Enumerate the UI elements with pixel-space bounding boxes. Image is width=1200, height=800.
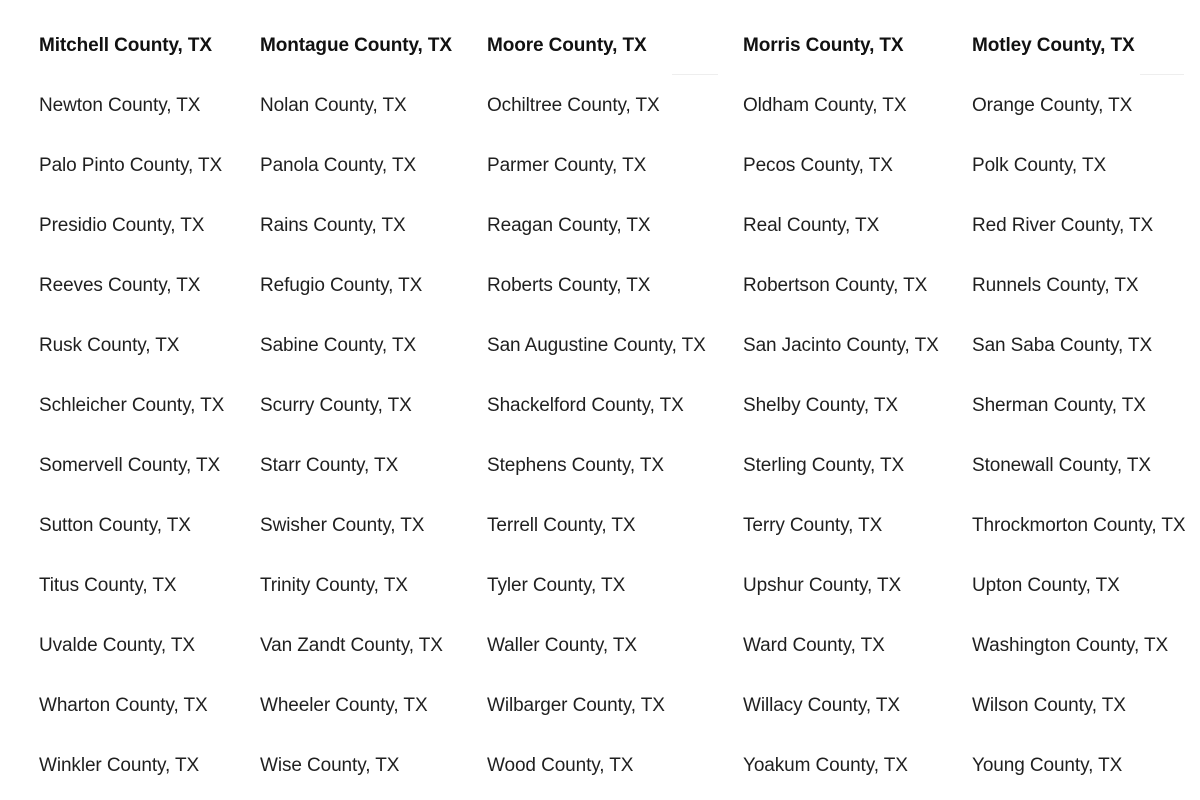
county-link[interactable]: Pecos County, TX: [743, 155, 893, 176]
county-link[interactable]: Upton County, TX: [972, 575, 1120, 596]
county-row: [0, 76, 1200, 136]
county-link[interactable]: Waller County, TX: [487, 635, 637, 656]
county-row: [0, 196, 1200, 256]
county-link[interactable]: Wilson County, TX: [972, 695, 1126, 716]
county-link[interactable]: Red River County, TX: [972, 215, 1154, 236]
county-link[interactable]: Montague County, TX: [260, 35, 452, 56]
county-link[interactable]: Panola County, TX: [260, 155, 417, 176]
county-row: [0, 376, 1200, 436]
county-link[interactable]: Wise County, TX: [260, 755, 400, 776]
county-link[interactable]: Scurry County, TX: [260, 395, 412, 416]
county-link[interactable]: Sutton County, TX: [39, 515, 191, 536]
county-link[interactable]: Stephens County, TX: [487, 455, 664, 476]
county-link[interactable]: Reeves County, TX: [39, 275, 201, 296]
county-link[interactable]: Mitchell County, TX: [39, 35, 212, 56]
county-link[interactable]: Newton County, TX: [39, 95, 201, 116]
county-link[interactable]: Washington County, TX: [972, 635, 1169, 656]
county-link[interactable]: Wheeler County, TX: [260, 695, 428, 716]
county-link[interactable]: Wharton County, TX: [39, 695, 208, 716]
county-row: [0, 556, 1200, 616]
county-link[interactable]: Shackelford County, TX: [487, 395, 684, 416]
county-link[interactable]: Swisher County, TX: [260, 515, 425, 536]
county-link[interactable]: Sabine County, TX: [260, 335, 417, 356]
county-row: [0, 16, 1200, 76]
county-link[interactable]: San Augustine County, TX: [487, 335, 706, 356]
county-link[interactable]: Somervell County, TX: [39, 455, 221, 476]
county-row: [0, 736, 1200, 796]
county-link[interactable]: Winkler County, TX: [39, 755, 200, 776]
county-link[interactable]: Runnels County, TX: [972, 275, 1139, 296]
county-link[interactable]: Trinity County, TX: [260, 575, 408, 596]
county-link[interactable]: Reagan County, TX: [487, 215, 651, 236]
county-link[interactable]: Shelby County, TX: [743, 395, 898, 416]
county-link[interactable]: Starr County, TX: [260, 455, 399, 476]
county-link[interactable]: Van Zandt County, TX: [260, 635, 443, 656]
county-link[interactable]: Rusk County, TX: [39, 335, 180, 356]
county-row: [0, 256, 1200, 316]
county-link[interactable]: Moore County, TX: [487, 35, 647, 56]
county-link[interactable]: Tyler County, TX: [487, 575, 626, 596]
county-link[interactable]: Presidio County, TX: [39, 215, 205, 236]
county-row: [0, 436, 1200, 496]
county-link[interactable]: Ochiltree County, TX: [487, 95, 660, 116]
county-link[interactable]: Rains County, TX: [260, 215, 406, 236]
county-link[interactable]: Nolan County, TX: [260, 95, 407, 116]
county-link[interactable]: Schleicher County, TX: [39, 395, 225, 416]
county-link[interactable]: Yoakum County, TX: [743, 755, 908, 776]
county-link[interactable]: Uvalde County, TX: [39, 635, 196, 656]
county-link[interactable]: Real County, TX: [743, 215, 880, 236]
county-link[interactable]: San Jacinto County, TX: [743, 335, 939, 356]
county-link[interactable]: Terry County, TX: [743, 515, 883, 536]
county-link[interactable]: Ward County, TX: [743, 635, 885, 656]
county-link[interactable]: Roberts County, TX: [487, 275, 651, 296]
county-link[interactable]: Willacy County, TX: [743, 695, 900, 716]
county-row: [0, 316, 1200, 376]
county-link[interactable]: Stonewall County, TX: [972, 455, 1151, 476]
county-link[interactable]: Sterling County, TX: [743, 455, 905, 476]
county-link[interactable]: Wilbarger County, TX: [487, 695, 665, 716]
county-link[interactable]: Robertson County, TX: [743, 275, 928, 296]
county-row: [0, 496, 1200, 556]
county-link[interactable]: Motley County, TX: [972, 35, 1135, 56]
county-link[interactable]: Orange County, TX: [972, 95, 1133, 116]
county-link[interactable]: Morris County, TX: [743, 35, 904, 56]
county-link[interactable]: Palo Pinto County, TX: [39, 155, 223, 176]
county-link[interactable]: Titus County, TX: [39, 575, 177, 596]
county-link[interactable]: San Saba County, TX: [972, 335, 1153, 356]
county-row: [0, 136, 1200, 196]
county-link[interactable]: Wood County, TX: [487, 755, 634, 776]
county-link[interactable]: Throckmorton County, TX: [972, 515, 1186, 536]
county-link[interactable]: Young County, TX: [972, 755, 1123, 776]
county-link[interactable]: Terrell County, TX: [487, 515, 636, 536]
county-row: [0, 616, 1200, 676]
county-link[interactable]: Oldham County, TX: [743, 95, 907, 116]
county-link[interactable]: Refugio County, TX: [260, 275, 423, 296]
county-link[interactable]: Polk County, TX: [972, 155, 1107, 176]
county-link[interactable]: Parmer County, TX: [487, 155, 647, 176]
county-link[interactable]: Upshur County, TX: [743, 575, 902, 596]
county-link[interactable]: Sherman County, TX: [972, 395, 1146, 416]
county-row: [0, 676, 1200, 736]
